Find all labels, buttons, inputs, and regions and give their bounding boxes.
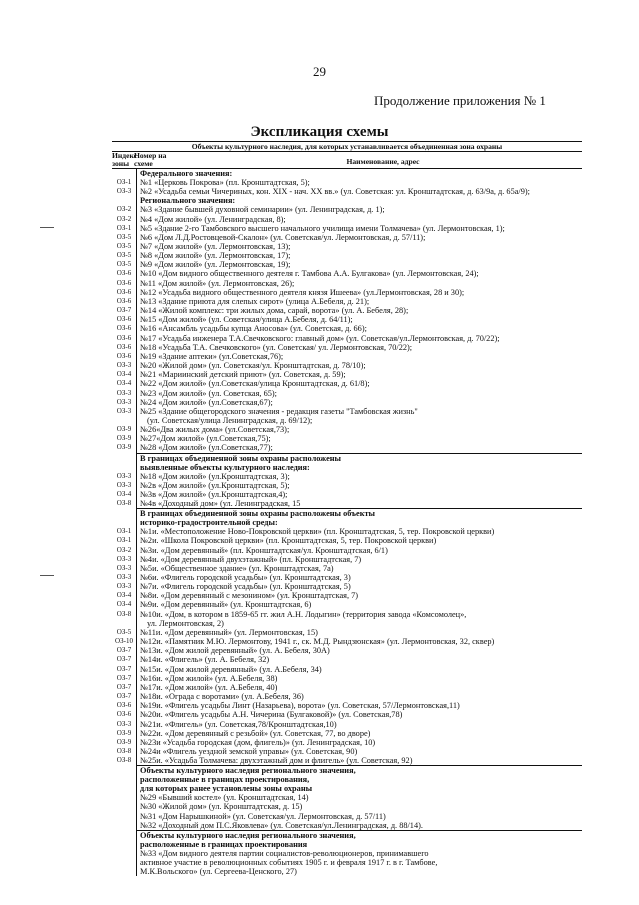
object-name: №6и. «Флигель городской усадьбы» (ул. Кронштадтская, 3): [136, 573, 582, 582]
table-row: [112, 600, 582, 609]
table-row: [112, 793, 582, 802]
zone-index: ОЗ-6: [116, 333, 132, 342]
revealed-objects-heading-line: выявленные объекты культурного наследия:: [140, 462, 310, 472]
zone-index: ОЗ-8: [116, 609, 132, 618]
zone-index: ОЗ-8: [116, 746, 132, 755]
object-name: №21и. «Флигель» (ул. Советская,78/Кронштадтская,10): [136, 720, 582, 729]
margin-mark: [40, 227, 54, 228]
table-row: [112, 242, 582, 251]
object-name: №14 «Жилой комплекс: три жилых дома, сарай, ворота» (ул. А. Бебеля, 28);: [136, 306, 582, 315]
zone-index: ОЗ-4: [116, 489, 132, 498]
object-name: №6 «Дом Л.Д.Ростовцевой-Скалон» (ул. Советская/ул. Лермонтовская, д. 57/11);: [136, 233, 582, 242]
table-row: [112, 546, 582, 555]
page-number: 29: [313, 64, 326, 79]
zone-index: ОЗ-4: [116, 600, 132, 609]
object-33-note: [112, 849, 582, 876]
zone-index: ОЗ-1: [116, 527, 132, 536]
zone-index: ОЗ-6: [116, 296, 132, 305]
table-row: [112, 490, 582, 499]
object-name: №5 «Здание 2-го Тамбовского высшего начального училища имени Толмачева» (ул. Лермонтовская, 1);: [136, 224, 582, 233]
object-name: №11и. «Дом деревянный» (ул. Лермонтовская, 15): [136, 628, 582, 637]
table-row: [112, 701, 582, 710]
table-row: [112, 591, 582, 600]
table-row: [112, 443, 582, 453]
zone-index: ОЗ-6: [116, 710, 132, 719]
object-name: №15и. «Дом жилой деревянный» (ул. А.Бебеля, 34): [136, 665, 582, 674]
table-row: [112, 315, 582, 324]
zone-index: ОЗ-7: [116, 673, 132, 682]
zone-index: ОЗ-7: [116, 692, 132, 701]
table-row: [112, 683, 582, 692]
object-name: №31 «Дом Нарышкиной» (ул. Советская/ул. Лермонтовская, д. 57/11): [136, 812, 582, 821]
table-row: [112, 334, 582, 343]
object-name: ул. Лермонтовская, 2): [136, 619, 582, 628]
table-row: [112, 637, 582, 646]
object-name: №14и. «Флигель» (ул. А. Бебеля, 32): [136, 655, 582, 664]
zone-index: ОЗ-6: [116, 269, 132, 278]
table-row: [112, 215, 582, 224]
object-name: №32 «Доходный дом П.С.Яковлева» (ул. Советская/ул.Ленинградская, д. 88/14).: [136, 821, 582, 831]
object-name: №15 «Дом жилой» (ул. Советская/улица А.Бебеля, д. 64/11);: [136, 315, 582, 324]
revealed-objects-heading-line: В границах объединенной зоны охраны расположены: [140, 453, 342, 463]
table-row: [112, 720, 582, 729]
table-row: [112, 692, 582, 701]
object-name: №19и. «Флигель усадьбы Линт (Назарьева), ворота» (ул. Советская, 57/Лермонтовская,11): [136, 701, 582, 710]
object-name: №25 «Здание общегородского значения - редакция газеты "Тамбовская жизнь": [136, 407, 582, 416]
object-name: №2в «Дом жилой» (ул.Кронштадтская, 5);: [136, 481, 582, 490]
table-row: [112, 178, 582, 187]
table-row: [112, 389, 582, 398]
zone-index: ОЗ-9: [116, 728, 132, 737]
object-name: №3и. «Дом деревянный» (пл. Кронштадтская/ул. Кронштадтская, 6/1): [136, 546, 582, 555]
section-heading-text: Регионального значения:: [136, 196, 582, 205]
table-row: [112, 555, 582, 564]
table-row: [112, 205, 582, 214]
table-row: [112, 407, 582, 416]
zone-index: ОЗ-7: [116, 664, 132, 673]
table-header-row: [112, 152, 582, 169]
regional-objects-heading-line: Объекты культурного наследия регионального значения,: [140, 766, 356, 776]
object-name: №27«Дом жилой» (ул.Советская,75);: [136, 434, 582, 443]
zone-index: ОЗ-4: [116, 370, 132, 379]
table-row: [112, 738, 582, 747]
table-row: [112, 564, 582, 573]
zone-index: ОЗ-8: [116, 756, 132, 765]
object-name: №5и. «Общественное здание» (ул. Кронштадтская, 7а): [136, 564, 582, 573]
table-row: [112, 710, 582, 719]
table-row: [112, 665, 582, 674]
object-name: №11 «Дом жилой» (ул. Лермонтовская, 26);: [136, 279, 582, 288]
object-name: №4 «Дом жилой» (ул. Ленинградская, 8);: [136, 215, 582, 224]
zone-index: ОЗ-5: [116, 251, 132, 260]
table-row: [112, 251, 582, 260]
object-name: №8 «Дом жилой» (ул. Лермонтовская, 17);: [136, 251, 582, 260]
zone-index: ОЗ-6: [116, 278, 132, 287]
object-name: №3 «Здание бывшей духовной семинарии» (ул. Ленинградская, д. 1);: [136, 205, 582, 214]
zone-index: ОЗ-2: [116, 205, 132, 214]
local-objects-heading-line: расположенные в границах проектирования: [140, 839, 308, 849]
historic-environment-heading: [112, 509, 582, 527]
object-name: №2и. «Школа Покровской церкви» (пл. Кронштадтская, 5, тер. Покровской церкви): [136, 536, 582, 545]
zone-index: ОЗ-3: [116, 471, 132, 480]
zone-index: ОЗ-3: [116, 719, 132, 728]
table-row: [112, 802, 582, 811]
table-row: [112, 573, 582, 582]
object-name: №24и «Флигель уездной земской управы» (ул. Советская, 90): [136, 747, 582, 756]
zone-index: ОЗ-10: [115, 637, 133, 646]
zone-index: ОЗ-5: [116, 232, 132, 241]
object-name: №16 «Ансамбль усадьбы купца Аносова» (ул. Советская, д. 66);: [136, 324, 582, 333]
table-row: [112, 582, 582, 591]
table-row: [112, 425, 582, 434]
page-title: Экспликация схемы: [250, 124, 389, 140]
table-row: [112, 233, 582, 242]
object-name: №9 «Дом жилой» (ул. Лермонтовская, 19);: [136, 260, 582, 269]
table-row: [112, 288, 582, 297]
zone-index: ОЗ-7: [116, 682, 132, 691]
object-name: №21 «Мариинский детский приют» (ул. Советская, д. 59);: [136, 370, 582, 379]
zone-index: ОЗ-3: [116, 573, 132, 581]
revealed-objects-heading: [112, 454, 582, 472]
local-objects-heading: [112, 831, 582, 849]
zone-index: [112, 812, 136, 821]
regional-objects-heading: [112, 766, 582, 793]
table-row: [112, 297, 582, 306]
table-row: [112, 674, 582, 683]
table-row: [112, 306, 582, 315]
object-name: №18 «Усадьба Т.А. Свечковского» (ул. Советская/ ул. Лермонтовская, 70/22);: [136, 343, 582, 352]
zone-index: [112, 793, 136, 802]
zone-index: ОЗ-1: [116, 177, 132, 186]
zone-index: ОЗ-9: [116, 737, 132, 746]
table-row: [112, 416, 582, 425]
object-name: №7и. «Флигель городской усадьбы» (ул. Кронштадтская, 5): [136, 582, 582, 591]
zone-index: ОЗ-4: [116, 591, 132, 600]
historic-environment-heading-line: В границах объединенной зоны охраны расположены объекты: [140, 509, 376, 519]
table-row: [112, 279, 582, 288]
zone-index: [112, 802, 136, 811]
zone-index: ОЗ-3: [116, 361, 132, 370]
table-row: [112, 379, 582, 388]
table-row: [112, 536, 582, 545]
object-name: №29 «Бывший костел» (ул. Кронштадтская, 14): [136, 793, 582, 802]
zone-index: ОЗ-3: [116, 397, 132, 406]
table-row: [112, 481, 582, 490]
zone-index: ОЗ-7: [116, 306, 132, 315]
object-name: №23 «Дом жилой» (ул. Советская, 65);: [136, 389, 582, 398]
zone-index: ОЗ-3: [116, 554, 132, 563]
zone-index: ОЗ-3: [116, 582, 132, 591]
zone-index: ОЗ-6: [116, 315, 132, 324]
table-row: [112, 619, 582, 628]
col-index-header: Индекс зоны: [112, 151, 138, 168]
zone-index: ОЗ-5: [116, 627, 132, 636]
object-name: №7 «Дом жилой» (ул. Лермонтовская, 13);: [136, 242, 582, 251]
table-row: [112, 361, 582, 370]
table-row: [112, 747, 582, 756]
table-row: [112, 655, 582, 664]
table-row: [112, 398, 582, 407]
zone-index: ОЗ-1: [116, 223, 132, 232]
zone-index: [112, 619, 136, 628]
table-row: [112, 434, 582, 443]
zone-index: ОЗ-5: [116, 260, 132, 269]
object-33-note-line: №33 «Дом видного деятеля партии социалистов-революционеров, принимавшего: [140, 848, 429, 858]
zone-index: ОЗ-9: [116, 425, 132, 434]
table-row: [112, 343, 582, 352]
object-33-note-line: М.К.Вольского» (ул. Сергеева-Ценского, 27): [140, 866, 297, 876]
zone-index: ОЗ-9: [116, 443, 132, 452]
table-row: [112, 646, 582, 655]
explication-table: [112, 141, 582, 876]
table-row: [112, 756, 582, 766]
zone-index: ОЗ-1: [116, 536, 132, 545]
zone-index: ОЗ-5: [116, 242, 132, 250]
zone-index: [112, 416, 136, 425]
object-name: №12и. «Памятник М.Ю. Лермонтову, 1941 г., ск. М.Д. Рындзюнская» (ул. Лермонтовская, 32, сквер): [136, 637, 582, 646]
object-name: №20и. «Флигель усадьбы А.Н. Чичерина (Булгаковой)» (ул. Советская,78): [136, 710, 582, 719]
margin-mark: [40, 575, 54, 576]
zone-index: ОЗ-8: [116, 499, 132, 508]
object-name: №19 «Здание аптеки» (ул.Советская,76);: [136, 352, 582, 361]
table-row: [112, 628, 582, 637]
zone-index: ОЗ-6: [116, 324, 132, 333]
zone-index: ОЗ-7: [116, 646, 132, 655]
object-name: №13 «Здание приюта для слепых сирот» (улица А.Бебеля, д. 21);: [136, 297, 582, 306]
zone-index: ОЗ-6: [116, 351, 132, 360]
table-row: [112, 370, 582, 379]
object-name: №18 «Дом жилой» (ул.Кронштадтская, 3);: [136, 472, 582, 481]
table-row: [112, 187, 582, 196]
object-name: (ул. Советская/улица Ленинградская, д. 69/12);: [136, 416, 582, 425]
object-name: №18и. «Ограда с воротами» (ул. А.Бебеля, 36): [136, 692, 582, 701]
table-body: [112, 169, 582, 876]
zone-index: ОЗ-6: [116, 287, 132, 296]
table-row: [112, 527, 582, 536]
section-heading: [112, 196, 582, 205]
object-name: №12 «Усадьба видного общественного деятеля князя Ишеева» (ул.Лермонтовская, 28 и 30);: [136, 288, 582, 297]
object-name: №22и. «Дом деревянный с резьбой» (ул. Советская, 77, во дворе): [136, 729, 582, 738]
object-name: №23и «Усадьба городская (дом, флигель)» (ул. Ленинградская, 10): [136, 738, 582, 747]
table-row: [112, 821, 582, 831]
regional-objects-heading-line: расположенные в границах проектирования,: [140, 775, 310, 785]
object-name: №2 «Усадьба семьи Чичериных, кон. XIX - нач. XX вв.» (ул. Советская: ул. Кронштадтская, д. 63/9а, д. 65а/9);: [136, 187, 582, 196]
zone-index: ОЗ-3: [116, 388, 132, 397]
table-row: [112, 224, 582, 233]
table-top-header: Объекты культурного наследия, для которых устанавливается объединенная зона охраны: [112, 141, 582, 152]
object-name: №24 «Дом жилой» (ул.Советская,67);: [136, 398, 582, 407]
regional-objects-heading-line: для которых ранее установлены зоны охраны: [140, 784, 313, 794]
object-name: №20 «Жилой дом» (ул. Советская/ул. Кронштадтская, д. 78/10);: [136, 361, 582, 370]
zone-index: ОЗ-3: [116, 563, 132, 572]
object-name: №4и. «Дом деревянный двухэтажный» (пл. Кронштадтская, 7): [136, 555, 582, 564]
table-row: [112, 324, 582, 333]
historic-environment-heading-line: историко-градостроительной среды:: [140, 518, 278, 528]
zone-index: ОЗ-2: [116, 545, 132, 554]
zone-index: [112, 821, 136, 831]
zone-index: ОЗ-4: [116, 379, 132, 388]
col-name-header: Наименование, адрес: [346, 157, 420, 167]
table-row: [112, 269, 582, 278]
col-number-header: Номер на схеме: [134, 151, 167, 168]
object-name: №8и. «Дом деревянный с мезонином» (ул. Кронштадтская, 7): [136, 591, 582, 600]
object-name: №9и. «Дом деревянный» (ул. Кронштадтская, 6): [136, 600, 582, 609]
appendix-caption: Продолжение приложения № 1: [374, 93, 546, 108]
object-name: №26«Два жилых дома» (ул.Советская,73);: [136, 425, 582, 434]
table-row: [112, 472, 582, 481]
object-name: №1и. «Местоположение Ново-Покровской церкви» (пл. Кронштадтская, 5, тер. Покровской церкви): [136, 527, 582, 536]
object-name: №17 «Усадьба инженера Т.А.Свечковского: главный дом» (ул. Советская/ул.Лермонтовская, д. 70/22);: [136, 334, 582, 343]
object-name: №28 «Дом жилой» (ул.Советская,77);: [136, 443, 582, 453]
table-row: [112, 812, 582, 821]
table-row: [112, 729, 582, 738]
zone-index: ОЗ-3: [116, 480, 132, 489]
object-name: №16и. «Дом жилой» (ул. А.Бебеля, 38): [136, 674, 582, 683]
object-33-note-line: активное участие в революционных событиях 1905 г. и февраля 1917 г. в г. Тамбове,: [140, 857, 438, 867]
table-row: [112, 260, 582, 269]
object-name: №13и. «Дом жилой деревянный» (ул. А. Бебеля, 30А): [136, 646, 582, 655]
zone-index: ОЗ-9: [116, 434, 132, 443]
object-name: №10 «Дом видного общественного деятеля г. Тамбова А.А. Булгакова» (ул. Лермонтовская, 24);: [136, 269, 582, 278]
object-name: №17и. «Дом жилой» (ул. А.Бебеля, 40): [136, 683, 582, 692]
table-row: [112, 352, 582, 361]
section-heading: [112, 169, 582, 178]
zone-index: ОЗ-2: [116, 214, 132, 223]
object-name: №4в «Доходный дом» (ул. Ленинградская, 15: [136, 499, 582, 509]
object-name: №10и. «Дом, в котором в 1859-65 гг. жил А.Н. Лодыгин» (территория завода «Комсомолец»,: [136, 610, 582, 619]
object-name: №30 «Жилой дом» (ул. Кронштадтская, д. 15): [136, 802, 582, 811]
object-name: №25и. «Усадьба Толмачева: двухэтажный дом и флигель» (ул. Советская, 92): [136, 756, 582, 766]
zone-index: ОЗ-6: [116, 701, 132, 710]
object-name: №22 «Дом жилой» (ул.Советская/улица Кронштадтская, д. 61/8);: [136, 379, 582, 388]
zone-index: ОЗ-7: [116, 655, 132, 664]
table-row: [112, 499, 582, 509]
object-name: №1 «Церковь Покрова» (пл. Кронштадтская, 5);: [136, 178, 582, 187]
object-name: №3в «Дом жилой» (ул.Кронштадтская,4);: [136, 490, 582, 499]
zone-index: ОЗ-3: [116, 406, 132, 415]
zone-index: ОЗ-6: [116, 342, 132, 351]
local-objects-heading-line: Объекты культурного наследия регионального значения,: [140, 830, 356, 840]
zone-index: ОЗ-3: [116, 187, 132, 196]
section-heading-text: Федерального значения:: [136, 169, 582, 178]
table-row: [112, 610, 582, 619]
